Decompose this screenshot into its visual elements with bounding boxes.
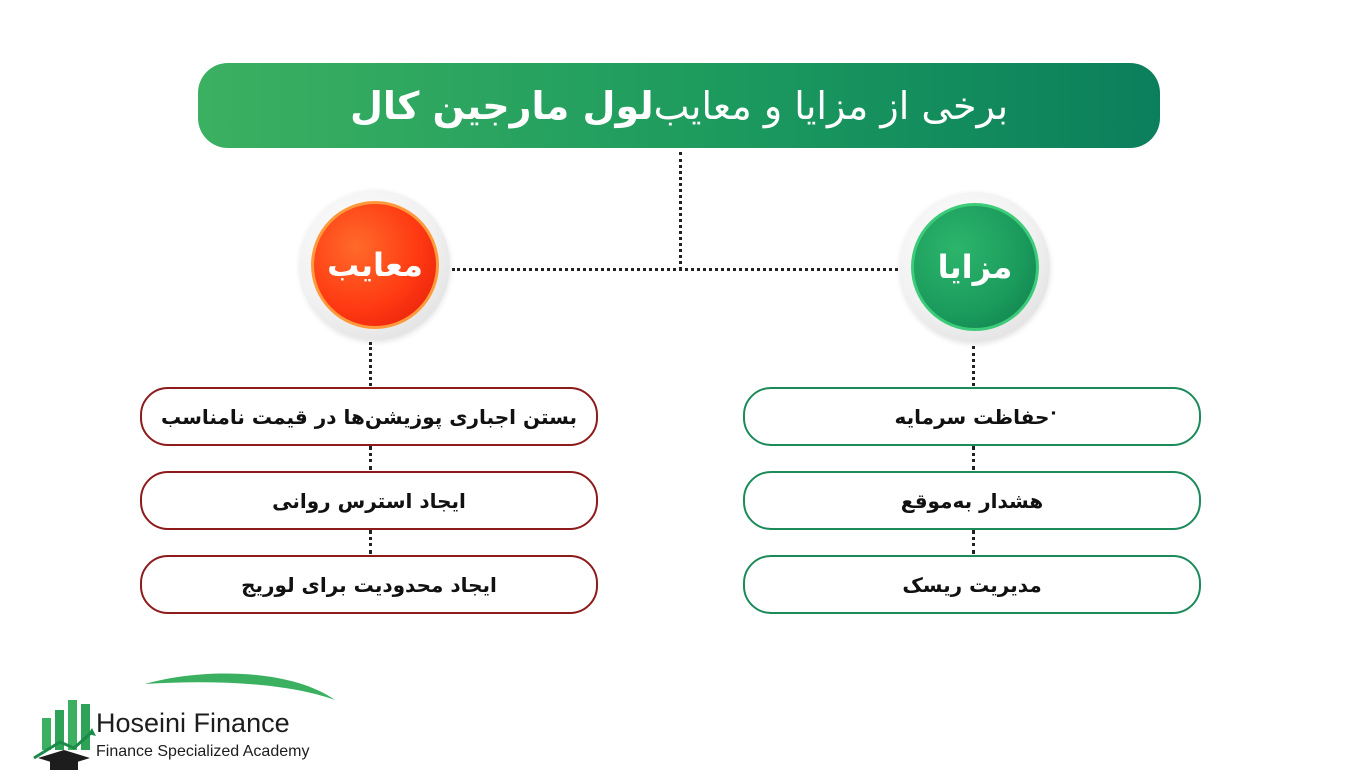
disadvantage-item bbox=[140, 387, 598, 446]
connector-right-3 bbox=[972, 530, 975, 554]
logo-name: Hoseini Finance bbox=[96, 708, 290, 738]
connector-left-2 bbox=[369, 446, 372, 470]
title-regular: برخی از مزایا و معایب bbox=[653, 83, 1009, 128]
disadvantages-heading: معایب bbox=[311, 201, 439, 329]
title-banner bbox=[198, 63, 1160, 148]
disadvantage-item-label: ایجاد استرس روانی bbox=[272, 488, 466, 513]
connector-right-2 bbox=[972, 446, 975, 470]
connector-horizontal bbox=[452, 268, 904, 271]
title-bold: لول مارجین کال bbox=[349, 83, 654, 128]
advantage-item-label: مدیریت ریسک bbox=[902, 572, 1042, 597]
logo-tagline: Finance Specialized Academy bbox=[96, 743, 310, 760]
connector-left-3 bbox=[369, 530, 372, 554]
disadvantages-circle bbox=[300, 190, 450, 340]
advantages-heading: مزایا bbox=[911, 203, 1039, 331]
connector-left-1 bbox=[369, 342, 372, 386]
disadvantage-item bbox=[140, 555, 598, 614]
connector-right-1 bbox=[972, 346, 975, 386]
advantage-item bbox=[743, 555, 1201, 614]
advantage-bullet: ۰ bbox=[1048, 402, 1059, 423]
connector-title-down bbox=[679, 152, 682, 270]
disadvantage-item-label: بستن اجباری پوزیشن‌ها در قیمت نامناسب bbox=[161, 404, 577, 429]
advantage-item-label: حفاظت سرمایه bbox=[894, 404, 1050, 429]
advantage-item bbox=[743, 471, 1201, 530]
advantage-item-label: هشدار به‌موقع bbox=[900, 488, 1044, 513]
disadvantage-item-label: ایجاد محدودیت برای لوریج bbox=[241, 572, 497, 597]
disadvantage-item bbox=[140, 471, 598, 530]
advantage-item bbox=[743, 387, 1201, 446]
advantages-circle bbox=[900, 192, 1050, 342]
